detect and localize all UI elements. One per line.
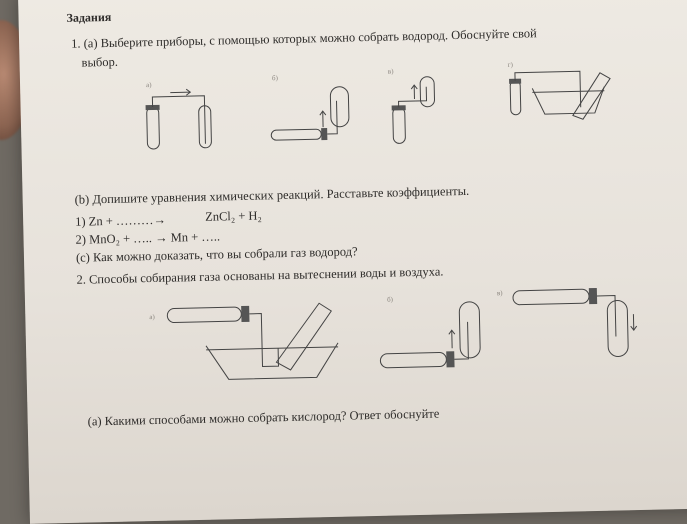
apparatus-a-u-tubes [140,87,222,159]
task2-label-a: а) [149,312,155,322]
task1-label-c: в) [387,67,394,76]
task2-label-b: б) [386,295,394,304]
apparatus-d-water-trough [508,66,619,128]
task1-label-d: г) [507,60,514,69]
equation-2: 2) MnO₂ + ….. → Mn + ….. [75,229,221,247]
task1-label-b: б) [271,74,278,83]
worksheet [18,0,687,524]
equation-1-right: ZnCl₂ + H₂ [204,208,262,224]
task1-question-a-line1: 1. (а) Выберите приборы, с помощью которых можно собрать водород. Обоснуйте свой [70,26,537,51]
task2-apparatus-b-upward-air [377,299,489,376]
task2-label-c: в) [496,289,503,298]
task2-question-a: (а) Какими способами можно собрать кислород? Ответ обоснуйте [87,406,440,429]
equation-1-left: 1) Zn + ………→ [75,212,167,229]
task1-question-a-line2: выбор. [81,54,119,70]
apparatus-b-horizontal-tube [268,86,359,148]
apparatus-c-vertical-tube [388,76,450,147]
task2-statement: 2. Способы собирания газа основаны на вытеснении воды и воздуха. [76,264,444,287]
task1-question-b: (b) Допишите уравнения химических реакций. Расставьте коэффициенты. [74,183,470,207]
task2-apparatus-a-water-trough [165,299,342,383]
header: Задания [66,9,112,25]
task1-label-a: а) [146,80,152,90]
task1-question-c: (c) Как можно доказать, что вы собрали газ водород? [75,244,358,265]
task2-apparatus-c-downward-air [511,284,643,362]
